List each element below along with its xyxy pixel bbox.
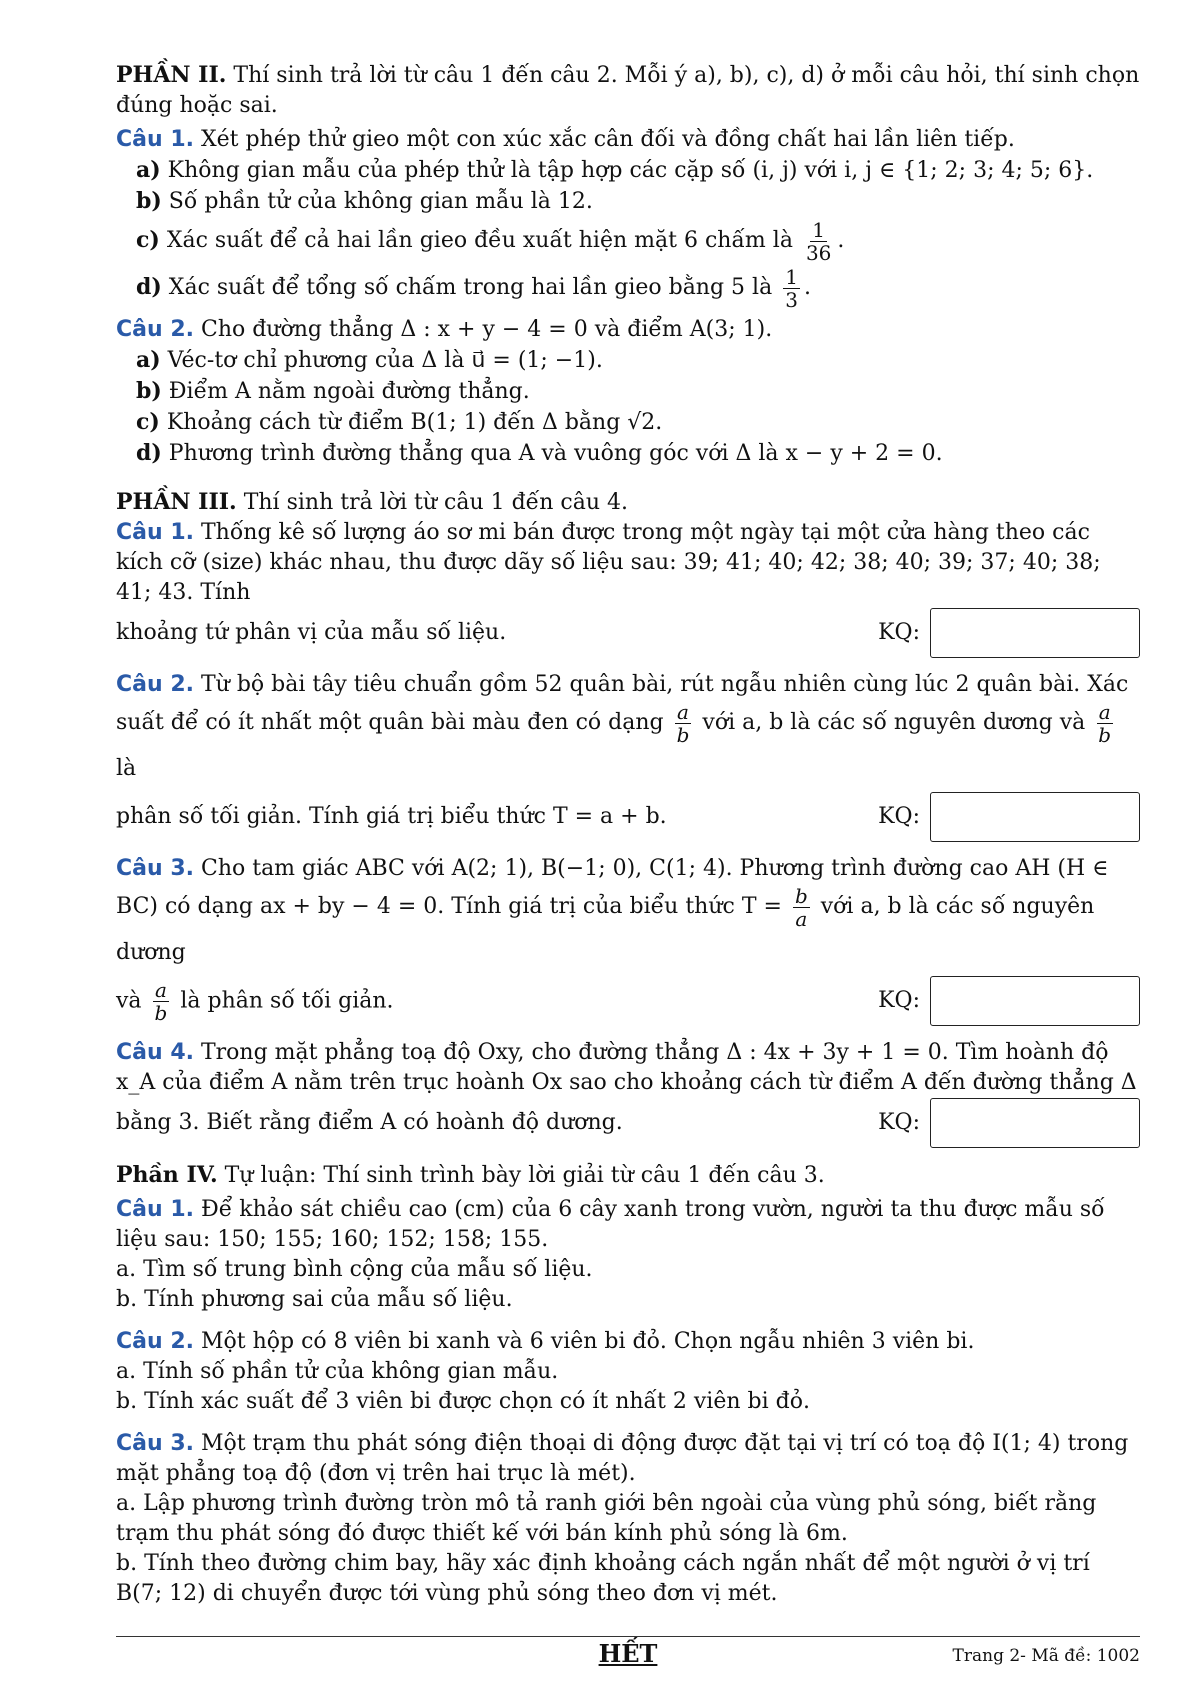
- fraction-numerator: a: [154, 977, 167, 1002]
- fraction-denominator: b: [676, 722, 690, 747]
- part4-q2-b: b. Tính xác suất để 3 viên bi được chọn có ít nhất 2 viên bi đỏ.: [116, 1389, 810, 1414]
- question-label: Câu 2.: [116, 672, 194, 697]
- part2-q1: [116, 125, 1140, 155]
- question-text-pre: và: [116, 988, 142, 1013]
- part3-q3: [116, 854, 1140, 884]
- part2-q1-option-d: d) Xác suất để tổng số chấm trong hai lần gieo bằng 5 là $\frac{1}{3}$ .: [136, 264, 811, 312]
- fraction-denominator: 3: [785, 287, 798, 312]
- option-text: Điểm A nằm ngoài đường thẳng.: [168, 379, 530, 404]
- question-label: Câu 1.: [116, 1197, 194, 1222]
- fraction-numerator: a: [677, 699, 689, 724]
- question-text: với a, b là các số nguyên dương: [116, 894, 1095, 965]
- question-text: là: [116, 756, 137, 781]
- fraction: [1096, 701, 1113, 746]
- part4-q2-a: a. Tính số phần tử của không gian mẫu.: [116, 1359, 559, 1384]
- option-text: Số phần tử của không gian mẫu là 12.: [168, 189, 593, 214]
- question-text: Cho tam giác ABC với A(2; 1), B(−1; 0), C(1; 4). Phương trình đường cao AH (H ∈: [200, 856, 1109, 881]
- exam-page: [116, 60, 1140, 1668]
- fraction-numerator: a: [1098, 699, 1111, 724]
- answer-box[interactable]: [930, 1098, 1140, 1148]
- part2-q2-option-b: b) Điểm A nằm ngoài đường thẳng.: [136, 378, 530, 404]
- fraction: [153, 979, 170, 1024]
- answer-box[interactable]: [930, 608, 1140, 658]
- part3-q4-answer-row: [116, 1098, 1140, 1148]
- part4-q3: [116, 1429, 1140, 1489]
- fraction-denominator: 36: [805, 240, 832, 265]
- end-marker: HẾT: [598, 1639, 658, 1668]
- question-text: Cho đường thẳng Δ : x + y − 4 = 0 và điểm A(3; 1).: [200, 317, 773, 342]
- answer-field: [878, 976, 1140, 1026]
- fraction: [783, 266, 800, 311]
- option-text: Phương trình đường thẳng qua A và vuông góc với Δ là x − y + 2 = 0.: [168, 441, 943, 466]
- part3-q3-line2: [116, 884, 1140, 976]
- part4-q1-b: b. Tính phương sai của mẫu số liệu.: [116, 1287, 513, 1312]
- part2-q2: [116, 315, 1140, 345]
- part4-heading: Phần IV.: [116, 1162, 218, 1188]
- part2-q2-option-d: d) Phương trình đường thẳng qua A và vuông góc với Δ là x − y + 2 = 0.: [136, 440, 943, 466]
- question-text: Một hộp có 8 viên bi xanh và 6 viên bi đỏ. Chọn ngẫu nhiên 3 viên bi.: [200, 1329, 975, 1354]
- part2-q2-option-c: c) Khoảng cách từ điểm B(1; 1) đến Δ bằng √2.: [136, 409, 663, 435]
- part3-q1-answer-row: [116, 608, 1140, 658]
- fraction: [675, 701, 692, 746]
- kq-label: KQ:: [878, 620, 920, 645]
- question-label: Câu 2.: [116, 1329, 194, 1354]
- question-label: Câu 1.: [116, 127, 194, 152]
- answer-field: [878, 792, 1140, 842]
- question-text: Để khảo sát chiều cao (cm) của 6 cây xanh trong vườn, người ta thu được mẫu số liệu sau: 150; 155; 160; 152; 158; 155.: [116, 1197, 1105, 1252]
- kq-label: KQ:: [878, 988, 920, 1013]
- part3-q2-line2: [116, 700, 1140, 792]
- option-text: Xác suất để cả hai lần gieo đều xuất hiện mặt 6 chấm là: [166, 228, 793, 253]
- part2-intro: [116, 60, 1140, 121]
- part2-q1-option-a: a) Không gian mẫu của phép thử là tập hợp các cặp số (i, j) với i, j ∈ {1; 2; 3; 4; 5; 6}.: [136, 157, 1094, 183]
- fraction-denominator: b: [1098, 722, 1112, 747]
- option-text: Véc-tơ chỉ phương của Δ là u⃗ = (1; −1).: [167, 348, 603, 373]
- question-text: bằng 3. Biết rằng điểm A có hoành độ dương.: [116, 1110, 623, 1135]
- question-text: Một trạm thu phát sóng điện thoại di động được đặt tại vị trí có toạ độ I(1; 4) trong mặt phẳng toạ độ (đơn vị trên hai trục là mét).: [116, 1431, 1129, 1486]
- part2-q1-option-c: c) Xác suất để cả hai lần gieo đều xuất hiện mặt 6 chấm là $\frac{1}{36}$ .: [136, 217, 845, 265]
- part4-q3-b: b. Tính theo đường chim bay, hãy xác định khoảng cách ngắn nhất để một người ở vị trí B(7; 12) di chuyển được tới vùng phủ sóng theo đơn vị mét.: [116, 1551, 1090, 1606]
- part2-heading: PHẦN II.: [116, 62, 227, 88]
- fraction-numerator: 1: [812, 217, 826, 242]
- part2-q1-option-b: b) Số phần tử của không gian mẫu là 12.: [136, 188, 593, 214]
- kq-label: KQ:: [878, 804, 920, 829]
- answer-box[interactable]: [930, 792, 1140, 842]
- option-text: Xác suất để tổng số chấm trong hai lần gieo bằng 5 là: [168, 275, 773, 300]
- question-text: [116, 979, 394, 1024]
- part4-q1: [116, 1195, 1140, 1255]
- question-text: với a, b là các số nguyên dương và: [702, 710, 1086, 735]
- question-text: BC) có dạng ax + by − 4 = 0. Tính giá trị của biểu thức T =: [116, 894, 782, 919]
- question-label: Câu 1.: [116, 520, 194, 545]
- question-text: Từ bộ bài tây tiêu chuẩn gồm 52 quân bài, rút ngẫu nhiên cùng lúc 2 quân bài. Xác: [200, 672, 1129, 697]
- part3-intro-text: Thí sinh trả lời từ câu 1 đến câu 4.: [243, 490, 628, 515]
- part4-q1-a: a. Tìm số trung bình cộng của mẫu số liệu.: [116, 1257, 593, 1282]
- part4-q3-a: a. Lập phương trình đường tròn mô tả ranh giới bên ngoài của vùng phủ sóng, biết rằng trạm thu phát sóng đó được thiết kế với bán kính phủ sóng là 6m.: [116, 1491, 1097, 1546]
- question-text: Xét phép thử gieo một con xúc xắc cân đối và đồng chất hai lần liên tiếp.: [200, 127, 1015, 152]
- kq-label: KQ:: [878, 1110, 920, 1135]
- part2-q2-option-a: a) Véc-tơ chỉ phương của Δ là u⃗ = (1; −1).: [136, 347, 603, 373]
- fraction-denominator: b: [154, 1000, 168, 1025]
- fraction-numerator: 1: [785, 264, 798, 289]
- part2-intro-text: Thí sinh trả lời từ câu 1 đến câu 2. Mỗi ý a), b), c), d) ở mỗi câu hỏi, thí sinh chọn đúng hoặc sai.: [116, 63, 1140, 118]
- page-footer: Trang 2- Mã đề: 1002: [952, 1646, 1140, 1666]
- answer-field: [878, 608, 1140, 658]
- question-label: Câu 2.: [116, 317, 194, 342]
- part3-q2: [116, 670, 1140, 700]
- question-text: Trong mặt phẳng toạ độ Oxy, cho đường thẳng Δ : 4x + 3y + 1 = 0. Tìm hoành độ x_A của điểm A nằm trên trục hoành Ox sao cho khoảng cách từ điểm A đến đường thẳng Δ: [116, 1040, 1137, 1095]
- part3-intro: [116, 487, 1140, 518]
- question-text: Thống kê số lượng áo sơ mi bán được trong một ngày tại một cửa hàng theo các kích cỡ (size) khác nhau, thu được dãy số liệu sau: 39; 41; 40; 42; 38; 40; 39; 37; 40; 38; 41; 43. Tính: [116, 520, 1101, 605]
- question-label: Câu 3.: [116, 1431, 194, 1456]
- part4-q2: [116, 1327, 1140, 1357]
- question-text: suất để có ít nhất một quân bài màu đen có dạng: [116, 710, 664, 735]
- question-label: Câu 4.: [116, 1040, 194, 1065]
- question-text: phân số tối giản. Tính giá trị biểu thức T = a + b.: [116, 804, 667, 829]
- footer-divider: [116, 1636, 1140, 1637]
- part3-q3-answer-row: [116, 976, 1140, 1026]
- question-label: Câu 3.: [116, 856, 194, 881]
- answer-box[interactable]: [930, 976, 1140, 1026]
- fraction-denominator: a: [795, 906, 808, 931]
- question-text-post: là phân số tối giản.: [180, 988, 394, 1013]
- question-text: khoảng tứ phân vị của mẫu số liệu.: [116, 620, 507, 645]
- part3-q2-answer-row: [116, 792, 1140, 842]
- fraction: [793, 885, 810, 930]
- fraction-numerator: b: [794, 883, 808, 908]
- fraction: [804, 219, 833, 264]
- part4-intro-text: Tự luận: Thí sinh trình bày lời giải từ câu 1 đến câu 3.: [224, 1163, 825, 1188]
- option-text: Không gian mẫu của phép thử là tập hợp các cặp số (i, j) với i, j ∈ {1; 2; 3; 4; 5; 6}.: [167, 158, 1094, 183]
- option-text: Khoảng cách từ điểm B(1; 1) đến Δ bằng √2.: [166, 410, 663, 435]
- part4-intro: [116, 1160, 1140, 1191]
- part3-heading: PHẦN III.: [116, 489, 237, 515]
- part3-q1: [116, 518, 1140, 608]
- answer-field: [878, 1098, 1140, 1148]
- part3-q4: [116, 1038, 1140, 1098]
